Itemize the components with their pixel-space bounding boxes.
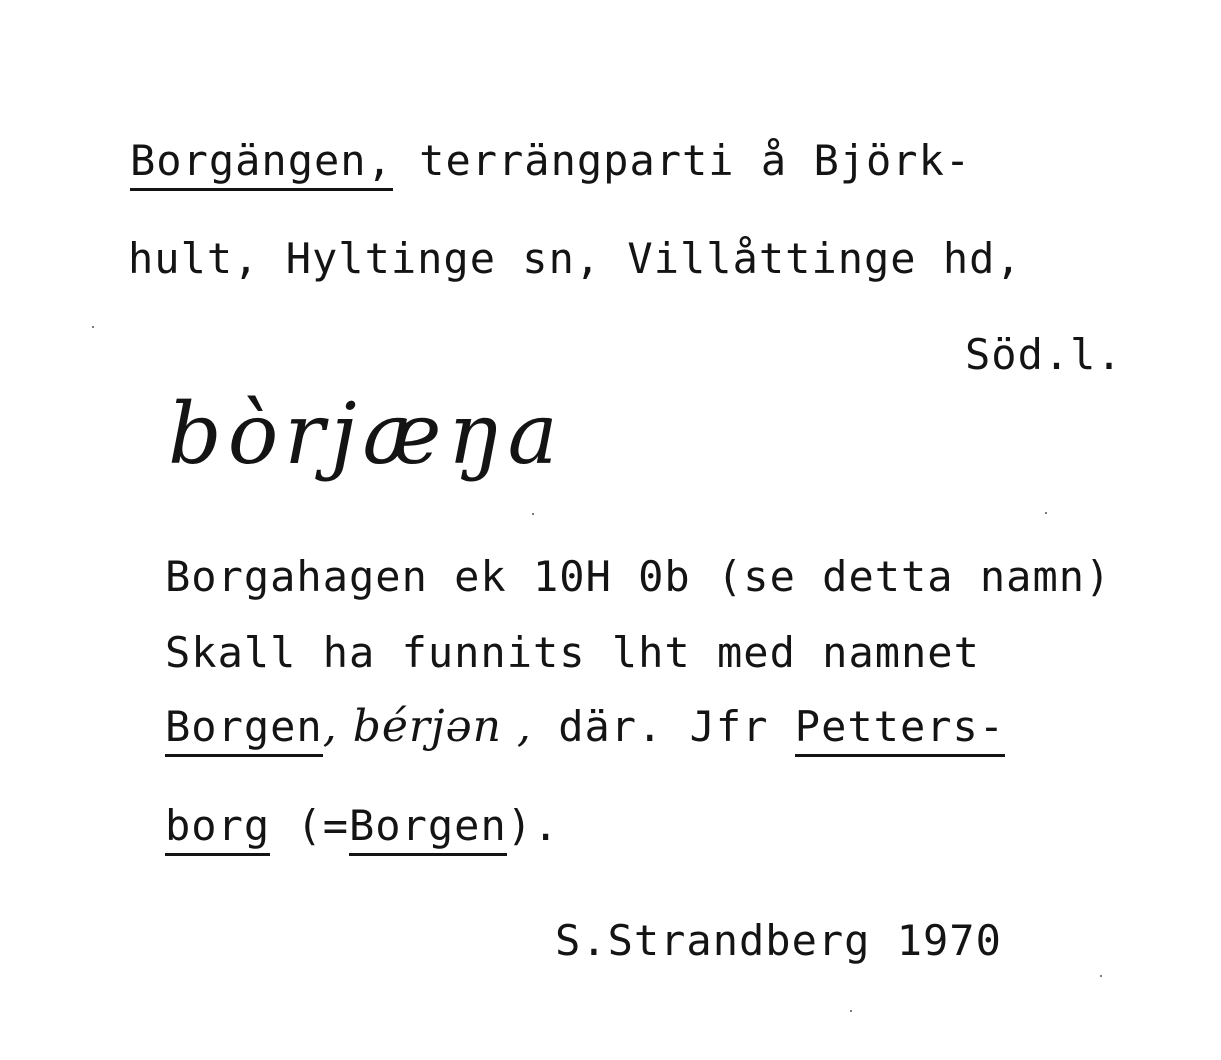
- county-label: Söd.l.: [965, 330, 1123, 379]
- scan-speck: [532, 513, 534, 515]
- scan-speck: [1100, 975, 1102, 977]
- entry-line-2: hult, Hyltinge sn, Villåttinge hd,: [128, 234, 1022, 283]
- scan-speck: [92, 326, 94, 328]
- name-borgen: Borgen: [165, 702, 323, 757]
- note-line-4: [165, 801, 560, 850]
- scan-speck: [850, 1010, 852, 1012]
- name-borgen-ref: Borgen: [349, 801, 507, 856]
- handwritten-pronunciation: bòrjæŋa: [168, 385, 564, 483]
- note-line-1: Borgahagen ek 10H 0b (se detta namn): [165, 552, 1112, 601]
- paren-open: (=: [270, 801, 350, 850]
- note-line-3: [165, 701, 1006, 752]
- entry-line-1: [130, 136, 972, 185]
- name-pettersborg-part2: borg: [165, 801, 270, 856]
- entry-description: terrängparti å Björk-: [392, 136, 972, 185]
- note-line-2: Skall ha funnits lht med namnet: [165, 628, 980, 677]
- paren-close: ).: [506, 801, 560, 850]
- note-line-3-text: där. Jfr: [531, 702, 795, 751]
- headword: Borgängen,: [130, 136, 393, 191]
- scan-speck: [1045, 512, 1047, 514]
- signature: S.Strandberg 1970: [555, 916, 1002, 965]
- name-pettersborg-part1: Petters-: [795, 702, 1005, 757]
- handwritten-borgen-pronunciation: , bérjən ,: [322, 701, 532, 752]
